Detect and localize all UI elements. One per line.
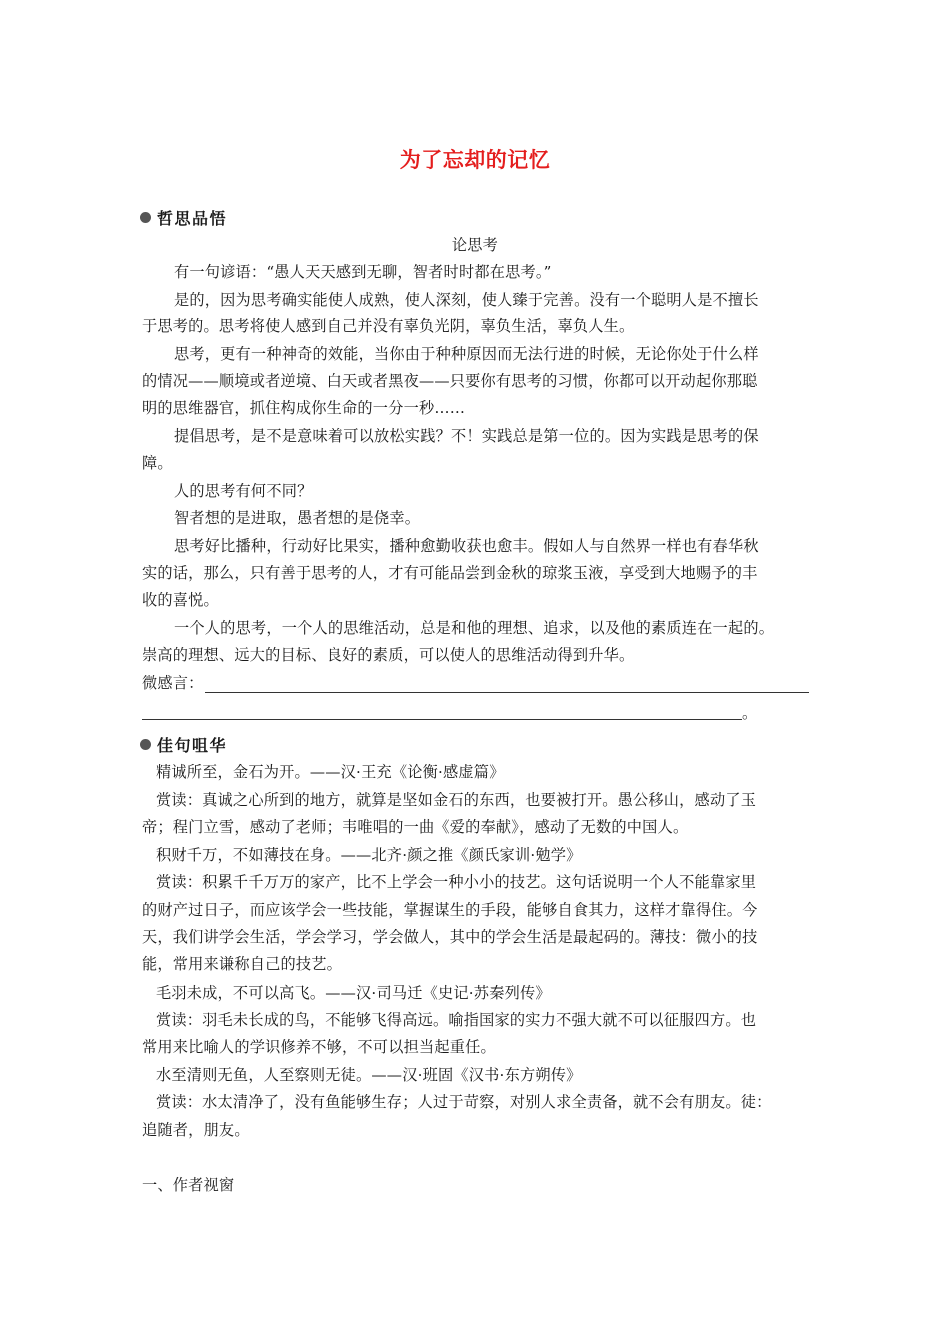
comment-label: 微感言： (142, 674, 204, 692)
section-heading-label: 哲思品悟 (157, 209, 228, 228)
paragraph-line: 实的话，那么，只有善于思考的人，才有可能品尝到金秋的琼浆玉液，享受到大地赐予的丰 (142, 564, 758, 582)
quote-line: 积财千万，不如薄技在身。——北齐·颜之推《颜氏家训·勉学》 (156, 846, 582, 864)
section-heading-quotes (140, 733, 227, 756)
appreciation-line: 天，我们讲学会生活，学会学习，学会做人，其中的学会生活是最起码的。薄技：微小的技 (142, 928, 758, 946)
comment-blank-line[interactable] (142, 719, 742, 720)
section-heading-philosophy (140, 206, 227, 229)
paragraph-line: 提倡思考，是不是意味着可以放松实践？不！实践总是第一位的。因为实践是思考的保 (174, 427, 759, 445)
paragraph-line: 于思考的。思考将使人感到自己并没有辜负光阴，辜负生活，辜负人生。 (142, 317, 635, 335)
comment-blank-line[interactable] (205, 692, 809, 693)
paragraph-line: 人的思考有何不同？ (174, 482, 313, 500)
paragraph-line: 有一句谚语：“愚人天天感到无聊，智者时时都在思考。” (174, 263, 552, 281)
appreciation-line: 赏读：水太清净了，没有鱼能够生存；人过于苛察，对别人求全责备，就不会有朋友。徒： (156, 1093, 772, 1111)
appreciation-line: 赏读：真诚之心所到的地方，就算是坚如金石的东西，也要被打开。愚公移山，感动了玉 (156, 791, 757, 809)
paragraph-line: 障。 (142, 454, 173, 472)
appreciation-line: 赏读：羽毛未长成的鸟，不能够飞得高远。喻指国家的实力不强大就不可以征服四方。也 (156, 1011, 757, 1029)
paragraph-line: 思考好比播种，行动好比果实，播种愈勤收获也愈丰。假如人与自然界一样也有春华秋 (174, 537, 759, 555)
bullet-icon (140, 739, 151, 750)
paragraph-line: 的情况——顺境或者逆境、白天或者黑夜——只要你有思考的习惯，你都可以开动起你那聪 (142, 372, 758, 390)
quote-line: 精诚所至，金石为开。——汉·王充《论衡·感虚篇》 (156, 763, 505, 781)
section-heading-label: 佳句咀华 (157, 736, 228, 755)
paragraph-line: 是的，因为思考确实能使人成熟，使人深刻，使人臻于完善。没有一个聪明人是不擅长 (174, 291, 759, 309)
appreciation-line: 追随者，朋友。 (142, 1121, 250, 1139)
page-title: 为了忘却的记忆 (399, 148, 551, 172)
appreciation-line: 能，常用来谦称自己的技艺。 (142, 955, 343, 973)
paragraph-line: 崇高的理想、远大的目标、良好的素质，可以使人的思维活动得到升华。 (142, 646, 635, 664)
appreciation-line: 帝；程门立雪，感动了老师；韦唯唱的一曲《爱的奉献》，感动了无数的中国人。 (142, 818, 689, 836)
appreciation-line: 常用来比喻人的学识修养不够，不可以担当起重任。 (142, 1038, 496, 1056)
paragraph-line: 智者想的是进取，愚者想的是侥幸。 (174, 509, 421, 527)
appreciation-line: 赏读：积累千千万万的家产，比不上学会一种小小的技艺。这句话说明一个人不能靠家里 (156, 873, 757, 891)
paragraph-line: 思考，更有一种神奇的效能，当你由于种种原因而无法行进的时候，无论你处于什么样 (174, 345, 759, 363)
comment-end-mark: 。 (742, 704, 758, 722)
quote-line: 毛羽未成，不可以高飞。——汉·司马迁《史记·苏秦列传》 (156, 984, 551, 1002)
bullet-icon (140, 212, 151, 223)
paragraph-line: 收的喜悦。 (142, 591, 219, 609)
footer-section-title: 一、作者视窗 (142, 1176, 235, 1194)
paragraph-line: 一个人的思考，一个人的思维活动，总是和他的理想、追求，以及他的素质连在一起的。 (174, 619, 775, 637)
quote-line: 水至清则无鱼，人至察则无徒。——汉·班固《汉书·东方朔传》 (156, 1066, 582, 1084)
article-title: 论思考 (451, 236, 499, 254)
appreciation-line: 的财产过日子，而应该学会一些技能，掌握谋生的手段，能够自食其力，这样才靠得住。今 (142, 901, 758, 919)
paragraph-line: 明的思维器官，抓住构成你生命的一分一秒…… (142, 399, 466, 417)
